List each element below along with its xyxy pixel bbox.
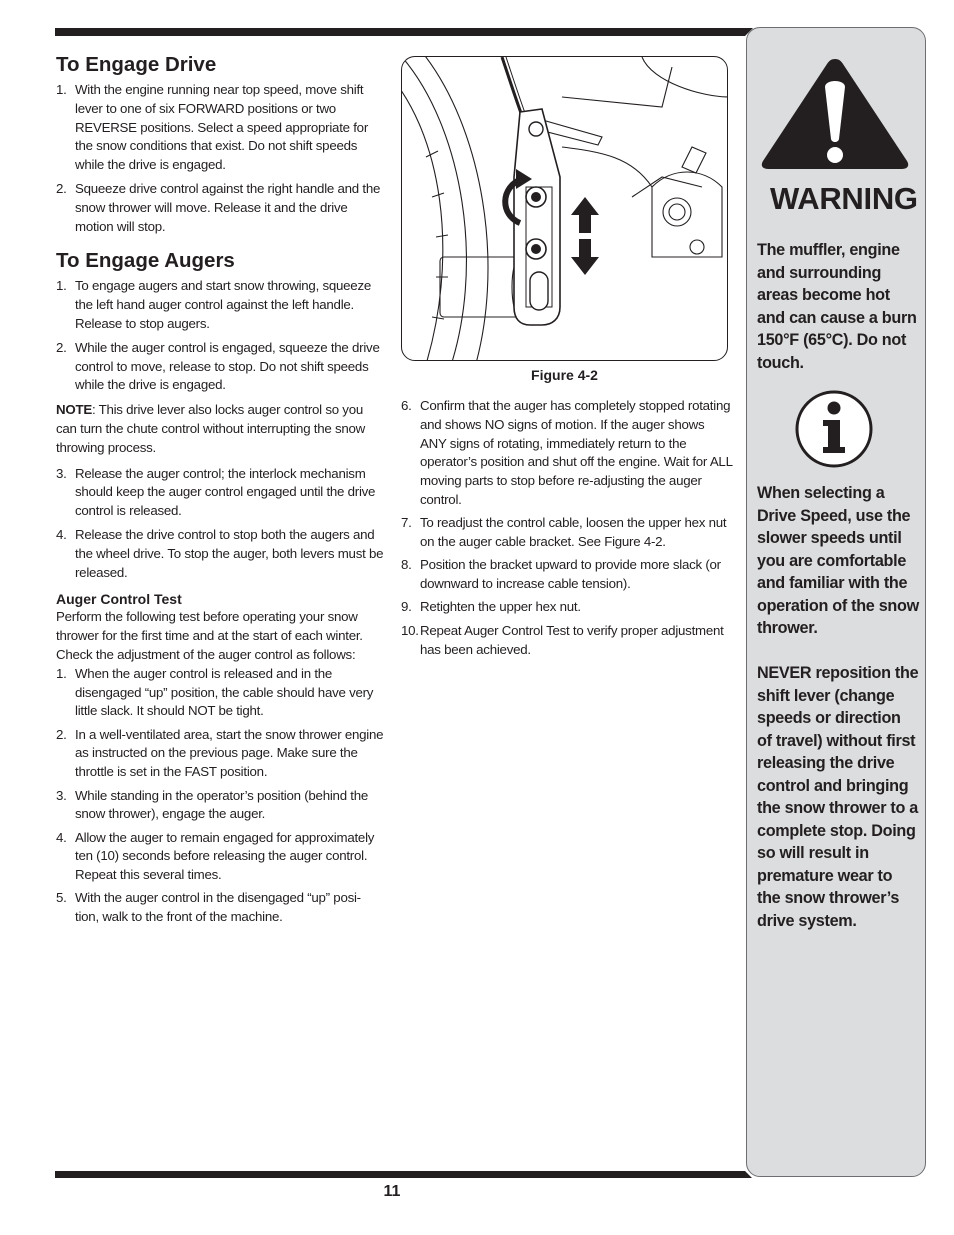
step-text: When the auger control is released and in the disengaged “up” position, the cable should have very little slack. It should NOT be tight.	[75, 665, 374, 719]
top-rule	[55, 28, 745, 36]
info-text-shift-lever: NEVER reposition the shift lever (change speeds or direction of travel) without first releasing the drive control and bringing the snow thrower to a complete stop. Doing so will result in premature wear to the snow thrower’s drive system.	[757, 664, 919, 930]
auger-test-intro: Perform the following test before operating your snow thrower for the first time and at the start of each winter. Check the adjustment of the auger control as follows:	[56, 609, 363, 662]
step-text: With the engine running near top speed, move shift lever to one of six FORWARD positions or two REVERSE positions. Select a speed appropriate for the snow conditions that exist. Do not shift speeds while the drive is engaged.	[75, 82, 369, 173]
figure-4-2-illustration	[401, 56, 728, 361]
step-text: Release the drive control to stop both the augers and the wheel drive. To stop the auger, both levers must be released.	[75, 526, 384, 580]
step-number: 1.	[56, 665, 67, 681]
auger-test-title: Auger Control Test	[56, 591, 182, 608]
note-paragraph	[56, 401, 386, 457]
note-label: NOTE	[56, 402, 92, 418]
list-item	[401, 598, 733, 617]
engage-drive-steps	[56, 81, 386, 236]
list-item	[56, 889, 386, 927]
auger-cable-bracket-drawing	[402, 57, 728, 361]
step-number: 1.	[56, 278, 67, 294]
step-number: 8.	[401, 557, 412, 573]
step-number: 2.	[56, 339, 67, 355]
step-number: 2.	[56, 726, 67, 742]
left-column	[56, 52, 386, 932]
step-number: 3.	[56, 787, 67, 803]
step-text: Repeat Auger Control Test to verify proper adjustment has been achieved.	[420, 622, 724, 657]
list-item	[56, 665, 386, 721]
step-text: Squeeze drive control against the right handle and the snow thrower will move. Release it and the drive motion will stop.	[75, 180, 381, 234]
step-number: 5.	[56, 890, 67, 906]
warning-text: The muffler, engine and surrounding areas become hot and can cause a burn 150°F (65°C). Do not touch.	[757, 241, 917, 372]
step-text: Confirm that the auger has completely stopped rotating and shows NO signs of motion. If the auger shows ANY signs of rotating, immediately return to the operator’s position and shut off the engine. Wait for ALL moving parts to stop before re-adjusting the auger control.	[420, 398, 733, 507]
info-icon	[794, 389, 874, 469]
list-item	[56, 526, 386, 582]
step-text: While standing in the operator’s position (behind the snow thrower), engage the auger.	[75, 787, 369, 822]
page-number: 11	[383, 1183, 401, 1200]
list-item	[56, 180, 386, 236]
list-item	[56, 787, 386, 825]
step-number: 10.	[401, 622, 419, 638]
step-number: 2.	[56, 180, 67, 196]
step-text: In a well-ventilated area, start the snow thrower engine as instructed on the previous page. Make sure the throttle is set in the FAST position.	[75, 726, 384, 780]
engage-drive-title: To Engage Drive	[56, 53, 217, 76]
warning-title: WARNING	[770, 181, 918, 216]
middle-column	[401, 397, 733, 664]
step-text: Position the bracket upward to provide more slack (or downward to increase cable tension).	[420, 557, 721, 592]
step-text: While the auger control is engaged, squeeze the drive control to move, release to stop. Do not shift speeds while the drive is engaged.	[75, 339, 380, 393]
step-number: 9.	[401, 599, 412, 615]
list-item	[56, 339, 386, 395]
step-number: 7.	[401, 515, 412, 531]
note-text: : This drive lever also locks auger control so you can turn the chute control without interrupting the snow throwing process.	[56, 402, 366, 455]
list-item	[56, 726, 386, 782]
figure-caption: Figure 4-2	[531, 367, 598, 383]
auger-test-steps-continued	[401, 397, 733, 659]
warning-triangle-icon	[759, 55, 911, 171]
step-text: To readjust the control cable, loosen the upper hex nut on the auger cable bracket. See Figure 4-2.	[420, 515, 727, 550]
step-text: Retighten the upper hex nut.	[420, 599, 581, 615]
step-number: 3.	[56, 465, 67, 481]
bottom-rule	[55, 1171, 745, 1178]
engage-augers-steps-b	[56, 465, 386, 583]
step-number: 6.	[401, 398, 412, 413]
list-item	[56, 465, 386, 521]
list-item	[401, 514, 733, 552]
list-item	[401, 622, 733, 660]
auger-test-steps	[56, 665, 386, 927]
step-text: Allow the auger to remain engaged for approximately ten (10) seconds before releasing the auger control. Repeat this several times.	[75, 829, 375, 883]
list-item	[401, 556, 733, 594]
engage-augers-title: To Engage Augers	[56, 249, 235, 273]
step-text: Release the auger control; the interlock mechanism should keep the auger control engaged until the drive control is released.	[75, 465, 376, 519]
info-text-drive-speed: When selecting a Drive Speed, use the slower speeds until you are comfortable and familiar with the operation of the snow thrower.	[757, 484, 919, 637]
engage-augers-steps-a	[56, 277, 386, 395]
step-text: To engage augers and start snow throwing, squeeze the left hand auger control against the left handle. Release to stop augers.	[75, 278, 371, 331]
list-item	[401, 397, 733, 510]
list-item	[56, 277, 386, 333]
list-item	[56, 81, 386, 175]
step-number: 4.	[56, 526, 67, 542]
step-number: 4.	[56, 829, 67, 845]
step-text: With the auger control in the disengaged “up” posi- tion, walk to the front of the machine.	[75, 890, 361, 925]
step-number: 1.	[56, 82, 67, 97]
list-item	[56, 829, 386, 885]
